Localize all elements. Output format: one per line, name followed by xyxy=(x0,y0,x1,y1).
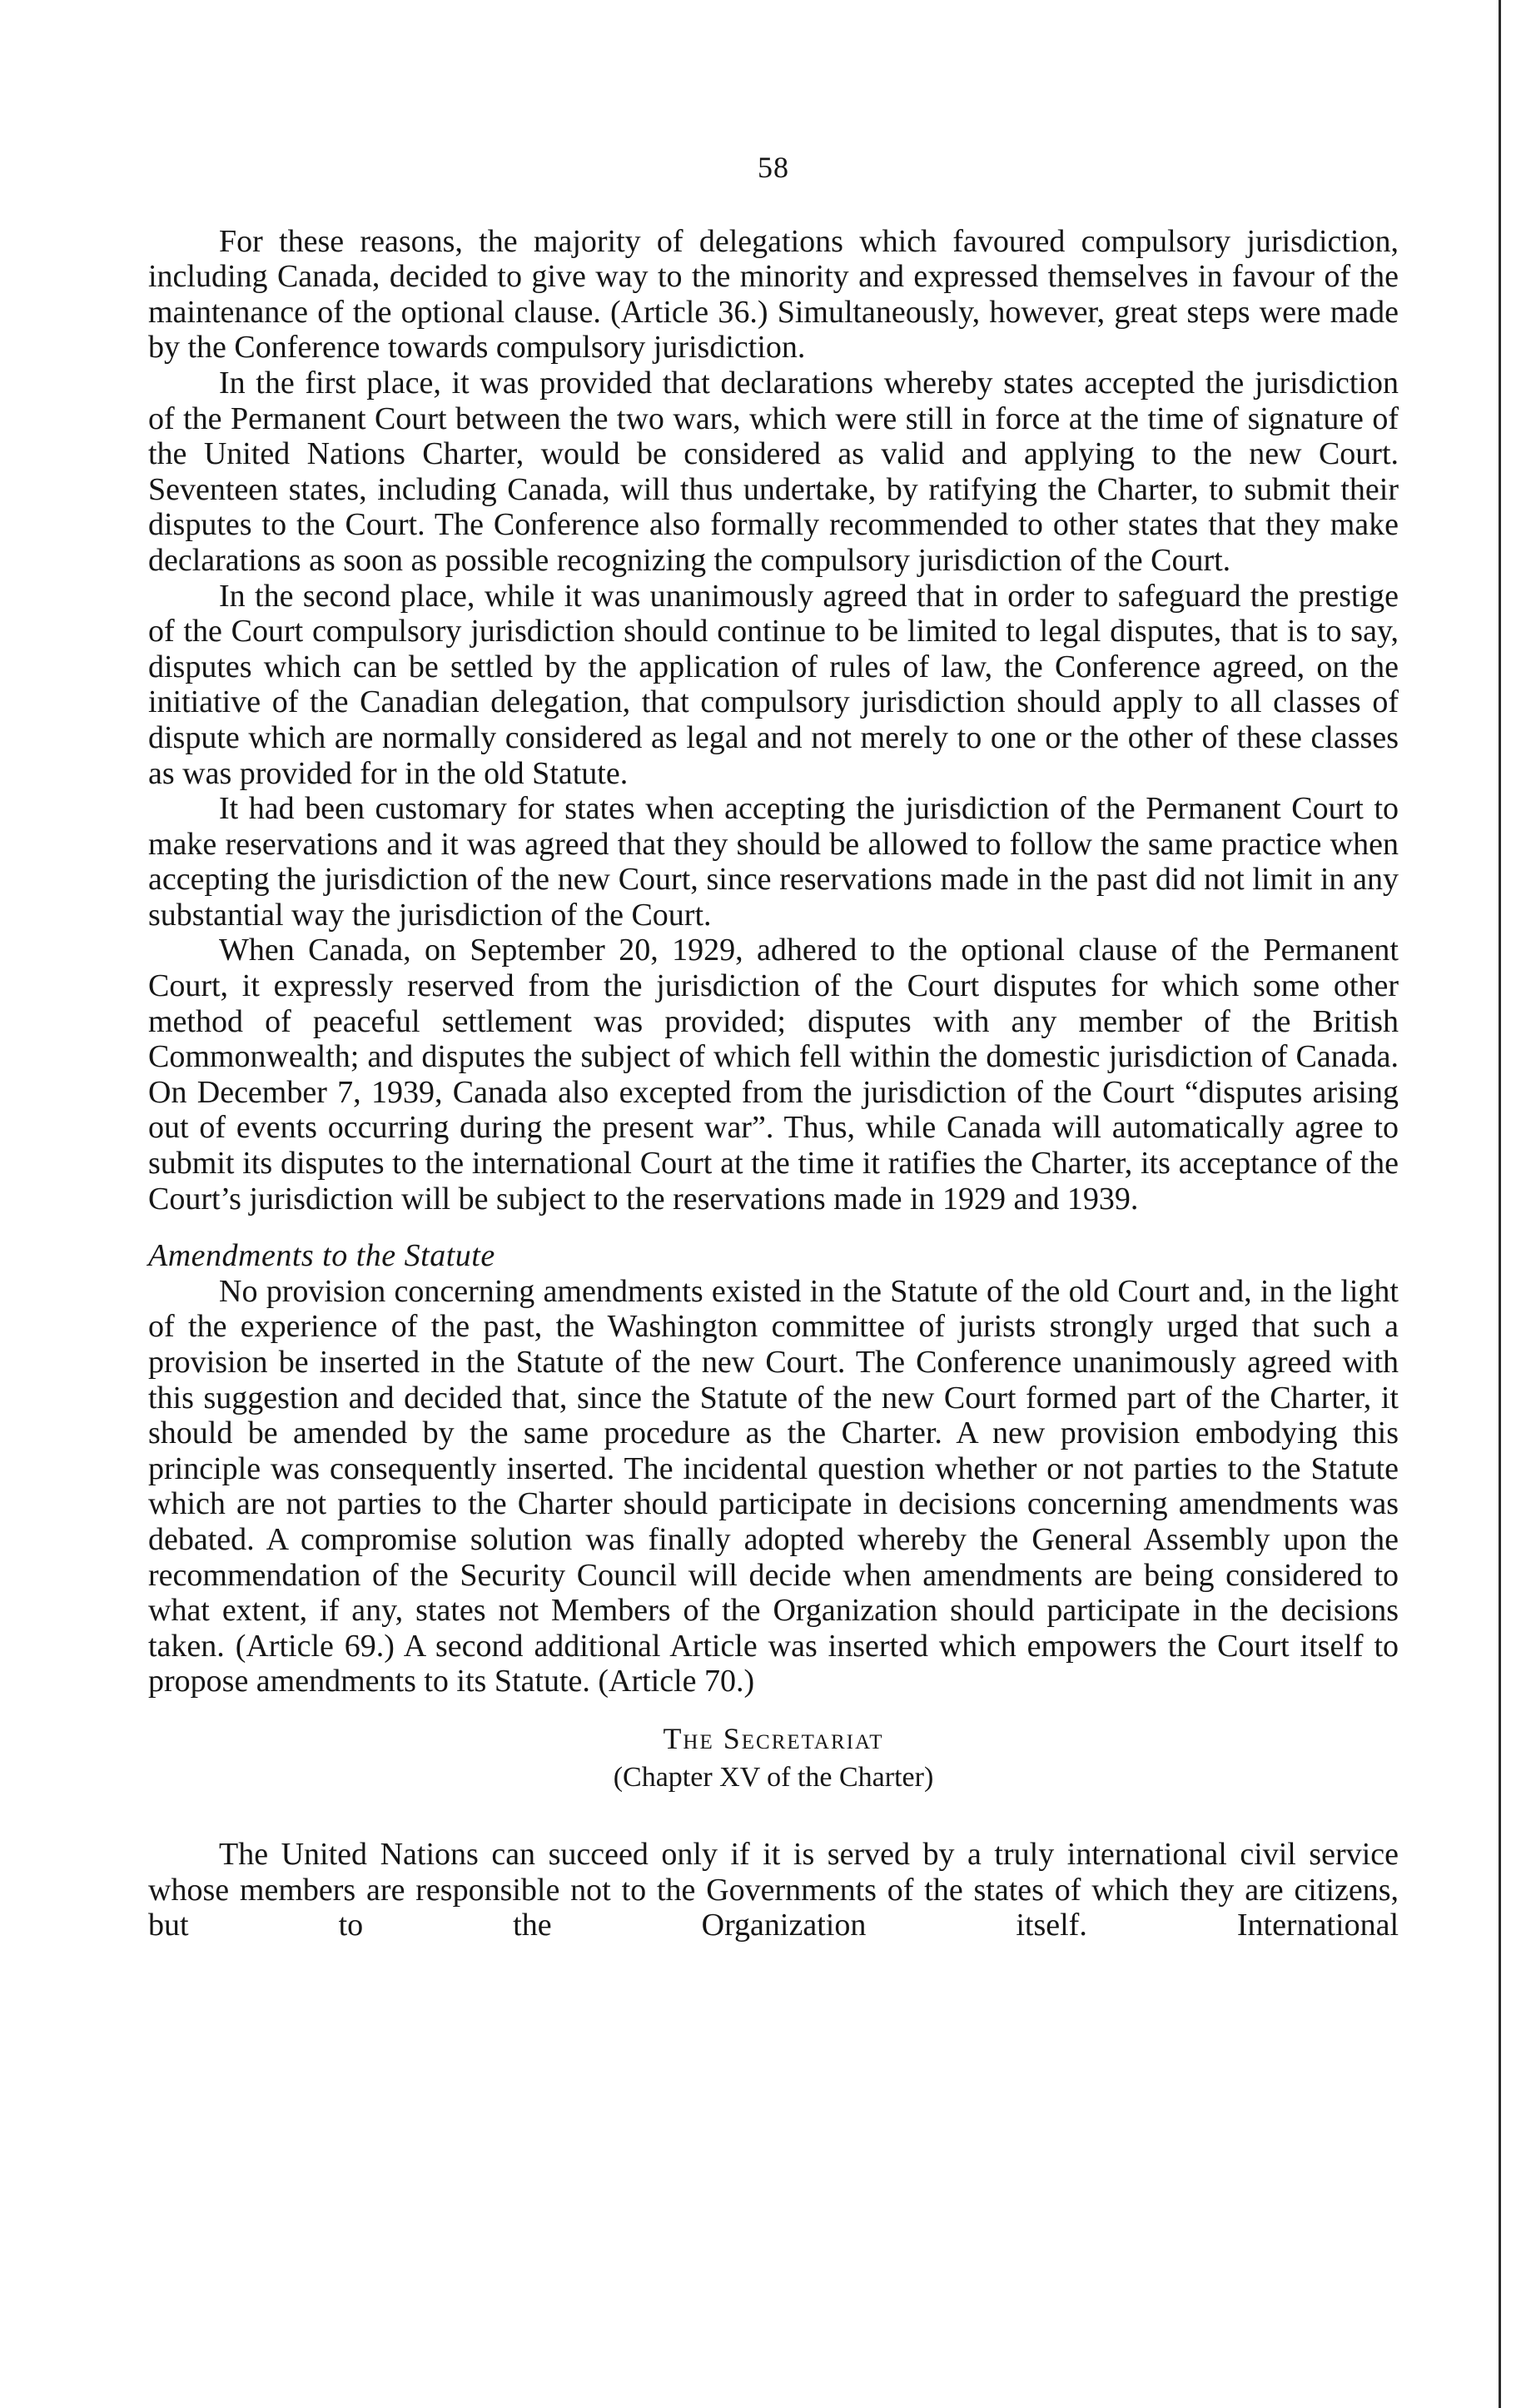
section-title-secretariat: The Secretariat xyxy=(663,1721,884,1755)
page-number: 58 xyxy=(758,151,789,184)
section-subtitle-chapter: (Chapter XV of the Charter) xyxy=(613,1761,934,1793)
scan-edge-line xyxy=(1499,0,1501,2408)
paragraph-second-place: In the second place, while it was unanimously agreed that in order to safeguard the prestige of the Court compulsory jurisdiction should continue to be limited to legal disputes, that is to say, disputes which can be settled by the application of rules of law, the Conference agreed, on the initiative of the Canadian delegation, that compulsory jurisdiction should apply to all classes of dispute which are normally considered as legal and not merely to one or the other of these classes as was provided for in the old Statute. xyxy=(148,578,1399,791)
paragraph-canada-1929: When Canada, on September 20, 1929, adhered to the optional clause of the Permanent Court, it expressly reserved from the jurisdiction of the Court disputes for which some other method of peaceful settlement was provided; disputes with any member of the British Commonwealth; and disputes the subject of which fell within the domestic jurisdiction of Canada. On December 7, 1939, Canada also excepted from the jurisdiction of the Court “disputes arising out of events occurring during the present war”. Thus, while Canada will automatically agree to submit its disputes to the international Court at the time it ratifies the Charter, its acceptance of the Court’s jurisdiction will be subject to the reservations made in 1929 and 1939. xyxy=(148,933,1399,1216)
subheading-amendments: Amendments to the Statute xyxy=(148,1238,495,1274)
paragraph-first-place: In the first place, it was provided that declarations whereby states accepted the jurisdiction of the Permanent Court between the two wars, which were still in force at the time of signature of the United Nations Charter, would be considered as valid and applying to the new Court. Seventeen states, including Canada, will thus undertake, by ratifying the Charter, to submit their disputes to the Court. The Conference also formally recommended to other states that they make declarations as soon as possible recognizing the compulsory jurisdiction of the Court. xyxy=(148,365,1399,578)
paragraph-reasons: For these reasons, the majority of delegations which favoured compulsory jurisdiction, including Canada, decided to give way to the minority and expressed themselves in favour of the maintenance of the optional clause. (Article 36.) Simultaneously, however, great steps were made by the Conference towards compulsory jurisdiction. xyxy=(148,223,1399,366)
paragraph-amendments: No provision concerning amendments existed in the Statute of the old Court and, in the light of the experience of the past, the Washington committee of jurists strongly urged that such a provision be inserted in the Statute of the new Court. The Conference unanimously agreed with this suggestion and decided that, since the Statute of the new Court formed part of the Charter, it should be amended by the same procedure as the Charter. A new provision embodying this principle was consequently inserted. The incidental question whether or not parties to the Statute which are not parties to the Charter should participate in decisions concerning amendments was debated. A compromise solution was finally adopted whereby the General Assembly upon the recommendation of the Security Council will decide when amendments are being considered to what extent, if any, states not Members of the Organization should participate in the decisions taken. (Article 69.) A second additional Article was inserted which empowers the Court itself to propose amendments to its Statute. (Article 70.) xyxy=(148,1273,1399,1699)
paragraph-united-nations: The United Nations can succeed only if it is served by a truly international civil service whose members are responsible not to the Governments of the states of which they are citizens, but to the Organization itself. International xyxy=(148,1837,1399,1943)
paragraph-reservations: It had been customary for states when accepting the jurisdiction of the Permanent Court to make reservations and it was agreed that they should be allowed to follow the same practice when accepting the jurisdiction of the new Court, since reservations made in the past did not limit in any substantial way the jurisdiction of the Court. xyxy=(148,791,1399,933)
document-page xyxy=(148,150,1399,1943)
